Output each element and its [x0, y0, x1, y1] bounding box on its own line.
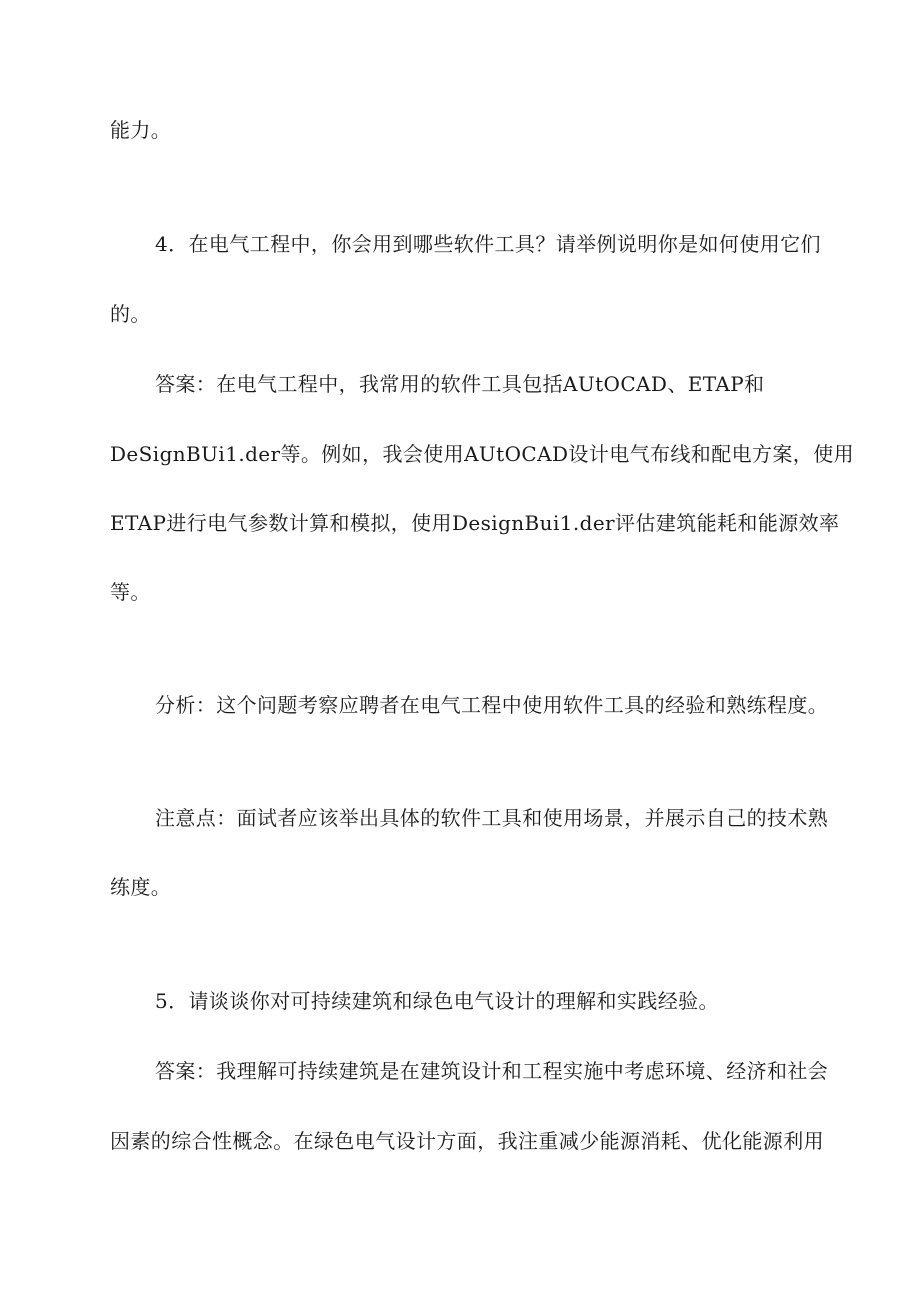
- answer-line: 答案：在电气工程中，我常用的软件工具包括AUtOCAD、ETAP和: [155, 372, 765, 396]
- question-5-line: 5．请谈谈你对可持续建筑和绿色电气设计的理解和实践经验。: [155, 989, 719, 1013]
- note-line: 注意点：面试者应该举出具体的软件工具和使用场景，并展示自己的技术熟: [155, 806, 829, 830]
- text-line: 等。: [110, 580, 151, 604]
- analysis-line: 分析：这个问题考察应聘者在电气工程中使用软件工具的经验和熟练程度。: [155, 693, 829, 717]
- text-line: 因素的综合性概念。在绿色电气设计方面，我注重减少能源消耗、优化能源利用: [110, 1129, 824, 1153]
- text-line: 能力。: [110, 118, 172, 142]
- text-line: 练度。: [110, 875, 172, 899]
- text-line: ETAP进行电气参数计算和模拟，使用DesignBui1.der评估建筑能耗和能源效率: [110, 511, 840, 535]
- question-4-line: 4．在电气工程中，你会用到哪些软件工具？请举例说明你是如何使用它们: [155, 232, 821, 256]
- text-line: DeSignBUi1.der等。例如，我会使用AUtOCAD设计电气布线和配电方案，使用: [110, 442, 854, 466]
- answer-line: 答案：我理解可持续建筑是在建筑设计和工程实施中考虑环境、经济和社会: [155, 1059, 829, 1083]
- text-line: 的。: [110, 302, 151, 326]
